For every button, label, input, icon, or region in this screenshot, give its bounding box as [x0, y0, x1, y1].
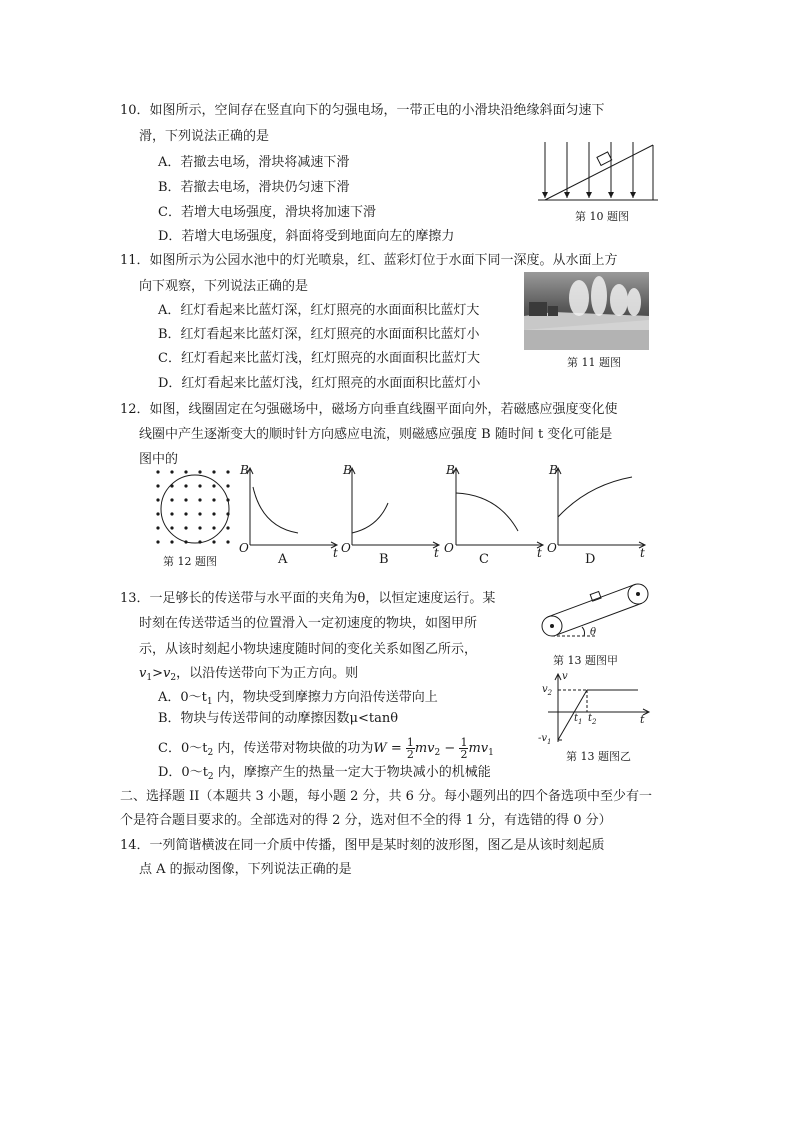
q12-graph-c-origin: O: [444, 541, 454, 555]
q12-stem-line3: 图中的: [139, 452, 179, 467]
q12-graph-c: [446, 465, 546, 550]
q10-option-a: A．若撤去电场，滑块将减速下滑: [158, 155, 350, 170]
q12-stem-line2: 线圈中产生逐渐变大的顺时针方向感应电流，则磁感应强度 B 随时间 t 变化可能是: [139, 427, 613, 442]
q13-theta-label: θ: [590, 627, 597, 638]
q11-option-d: D．红灯看起来比蓝灯浅，红灯照亮的水面面积比蓝灯小: [158, 376, 481, 391]
q12-graph-b: [342, 465, 442, 550]
q12-caption: 第 12 题图: [163, 555, 217, 568]
q13-caption-b: 第 13 题图乙: [566, 750, 631, 763]
q13-option-d: D．$0\sim t_2$ 内，摩擦产生的热量一定大于物块减小的机械能: [158, 765, 491, 782]
q12-graph-b-origin: O: [341, 541, 351, 555]
q12-graph-d-t-label: t: [640, 546, 645, 560]
q10-stem-line1: 10．如图所示，空间存在竖直向下的匀强电场，一带正电的小滑块沿绝缘斜面匀速下: [120, 103, 605, 118]
q12-graph-c-letter: C: [479, 552, 489, 567]
q13-option-b: B．物块与传送带间的动摩擦因数μ<tanθ: [158, 711, 399, 726]
section2-line1: 二、选择题 II（本题共 3 小题，每小题 2 分，共 6 分。每小题列出的四个备选项中至少有一: [120, 789, 653, 804]
q13-caption-a: 第 13 题图甲: [553, 654, 618, 667]
q10-stem-line2: 滑，下列说法正确的是: [139, 129, 270, 144]
q13-t1-label: $t_1$: [574, 713, 583, 726]
q13-stem-line3: 示，从该时刻起小物块速度随时间的变化关系如图乙所示，: [139, 642, 478, 657]
section2-line2: 个是符合题目要求的。全部选对的得 2 分，选对但不全的得 1 分，有选错的得 0 分）: [120, 813, 612, 828]
q12-graph-a: [240, 465, 340, 550]
q12-graph-a-b-label: B: [240, 463, 249, 477]
q10-option-b: B．若撤去电场，滑块仍匀速下滑: [158, 180, 350, 195]
q13-stem-line2: 时刻在传送带适当的位置滑入一定初速度的物块，如图甲所: [139, 616, 478, 631]
q13-option-c: C．$0\sim t_2$ 内，传送带对物块做的功为W = $\frac{1}{2}$ $mv_2$ − $\frac{1}{2}$ $mv_1$: [158, 736, 494, 761]
q13-v2-label: $v_2$: [542, 684, 553, 697]
q12-graph-d-b-label: B: [549, 463, 558, 477]
q12-graph-b-t-label: t: [434, 546, 439, 560]
q12-graph-b-b-label: B: [343, 463, 352, 477]
q11-caption: 第 11 题图: [567, 356, 621, 369]
q13-t2-label: $t_2$: [588, 713, 597, 726]
q12-graph-a-origin: O: [239, 541, 249, 555]
q10-option-c: C．若增大电场强度，滑块将加速下滑: [158, 205, 376, 220]
q13-stem-line4: $v_1>v_2$，以沿传送带向下为正方向。则: [139, 666, 359, 683]
q11-option-a: A．红灯看起来比蓝灯深，红灯照亮的水面面积比蓝灯大: [158, 303, 480, 318]
q10-figure: [533, 140, 663, 205]
q13-fraction-1: $\frac{1}{2}$: [406, 736, 414, 761]
q12-graph-c-t-label: t: [537, 546, 542, 560]
q12-coil-figure: [152, 468, 238, 550]
q12-graph-c-b-label: B: [446, 463, 455, 477]
q11-fountain-photo: [524, 272, 649, 350]
q13-vt-graph: [540, 672, 655, 744]
q11-option-c: C．红灯看起来比蓝灯浅，红灯照亮的水面面积比蓝灯大: [158, 351, 480, 366]
q12-graph-a-t-label: t: [333, 546, 338, 560]
q11-option-b: B．红灯看起来比蓝灯深，红灯照亮的水面面积比蓝灯小: [158, 327, 480, 342]
q14-stem-line1: 14．一列简谐横波在同一介质中传播，图甲是某时刻的波形图，图乙是从该时刻起质: [120, 838, 605, 853]
q13-v1neg-label: $-v_1$: [538, 733, 552, 746]
q10-caption: 第 10 题图: [575, 210, 629, 223]
q13-t-axis-label: t: [640, 713, 645, 726]
q12-graph-d-letter: D: [585, 552, 596, 567]
q13-stem-line1: 13．一足够长的传送带与水平面的夹角为θ，以恒定速度运行。某: [120, 591, 496, 606]
q11-stem-line1: 11．如图所示为公园水池中的灯光喷泉，红、蓝彩灯位于水面下同一深度。从水面上方: [120, 253, 618, 268]
q11-stem-line2: 向下观察，下列说法正确的是: [139, 279, 309, 294]
q13-v-axis-label: v: [562, 671, 568, 682]
q12-graph-d: [548, 465, 648, 550]
q14-stem-line2: 点 A 的振动图像，下列说法正确的是: [139, 862, 352, 877]
q12-graph-d-origin: O: [547, 541, 557, 555]
q13-fraction-2: $\frac{1}{2}$: [460, 736, 468, 761]
q13-option-a: A．$0\sim t_1$ 内，物块受到摩擦力方向沿传送带向上: [158, 690, 438, 707]
q12-graph-b-letter: B: [379, 552, 389, 567]
q12-stem-line1: 12．如图，线圈固定在匀强磁场中，磁场方向垂直线圈平面向外，若磁感应强度变化使: [120, 402, 618, 417]
q12-graph-a-letter: A: [278, 552, 288, 567]
q10-option-d: D．若增大电场强度，斜面将受到地面向左的摩擦力: [158, 229, 455, 244]
